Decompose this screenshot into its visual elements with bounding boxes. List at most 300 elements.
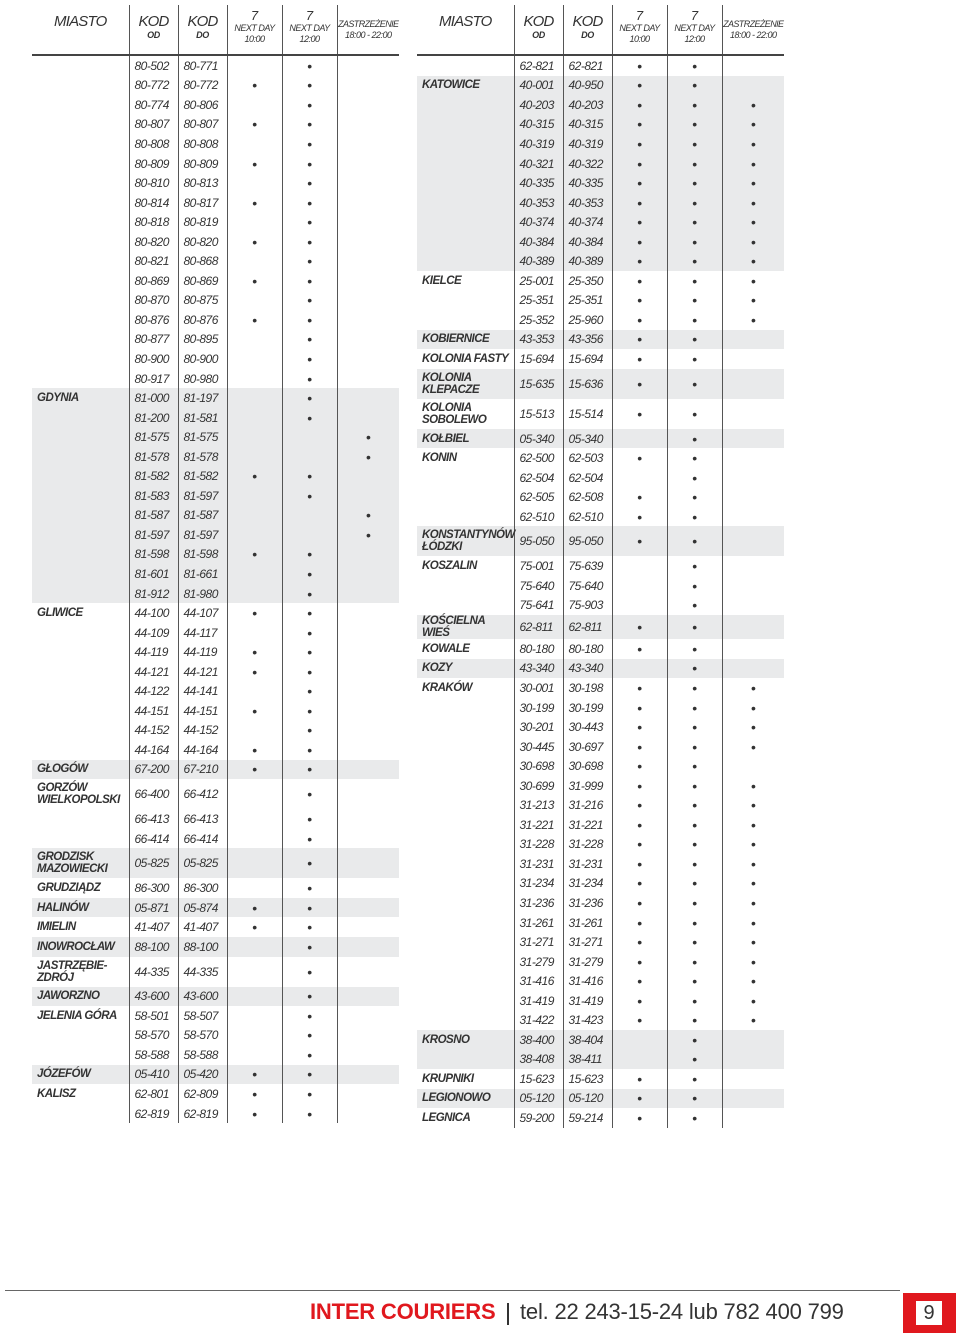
- city-cell: KATOWICE: [417, 76, 514, 96]
- next-day-12-cell: •: [667, 1011, 722, 1031]
- next-day-10-cell: •: [612, 134, 667, 154]
- table-row: [32, 701, 399, 721]
- reservation-cell: [337, 95, 399, 115]
- table-row: [32, 427, 399, 447]
- city-cell: KRUPNIKI: [422, 1072, 474, 1085]
- next-day-12-cell: •: [282, 310, 337, 330]
- table-row: [32, 486, 399, 506]
- code-to-cell: 44-141: [178, 682, 227, 702]
- reservation-cell: •: [722, 913, 784, 933]
- code-from-cell: 80-809: [129, 154, 178, 174]
- table-row: [32, 310, 399, 330]
- table-row: [417, 507, 784, 527]
- next-day-10-cell: [227, 682, 282, 702]
- reservation-cell: [337, 173, 399, 193]
- next-day-12-cell: •: [667, 913, 722, 933]
- code-from-cell: 44-152: [129, 721, 178, 741]
- next-day-12-cell: •: [282, 154, 337, 174]
- reservation-cell: •: [337, 525, 399, 545]
- reservation-cell: [337, 76, 399, 96]
- city-cell: [32, 271, 129, 291]
- code-to-cell: 81-598: [178, 545, 227, 565]
- code-to-cell: 30-443: [563, 717, 612, 737]
- code-to-cell: 75-640: [563, 576, 612, 596]
- code-to-cell: 44-335: [178, 957, 227, 987]
- table-row: [417, 193, 784, 213]
- header-next-day-12: 7 NEXT DAY 12:00: [667, 5, 722, 55]
- city-cell: KOSZALIN: [422, 560, 477, 573]
- code-from-cell: 62-801: [129, 1084, 178, 1104]
- next-day-10-cell: [227, 251, 282, 271]
- code-to-cell: 62-504: [563, 468, 612, 488]
- code-to-cell: 81-575: [178, 427, 227, 447]
- code-from-cell: 05-120: [514, 1089, 563, 1109]
- next-day-10-cell: [227, 878, 282, 898]
- next-day-12-cell: •: [282, 642, 337, 662]
- table-row: [417, 737, 784, 757]
- next-day-12-cell: •: [667, 615, 722, 639]
- code-to-cell: 62-821: [563, 55, 612, 76]
- next-day-12-cell: •: [667, 487, 722, 507]
- city-cell: [417, 893, 514, 913]
- city-cell: [32, 564, 129, 584]
- table-row: [417, 1108, 784, 1128]
- next-day-12-cell: •: [667, 678, 722, 698]
- code-from-cell: 80-877: [129, 330, 178, 350]
- table-row: [32, 76, 399, 96]
- code-from-cell: 31-221: [514, 815, 563, 835]
- next-day-12-cell: •: [667, 526, 722, 556]
- next-day-12-cell: [282, 506, 337, 526]
- next-day-12-cell: •: [667, 173, 722, 193]
- code-from-cell: 66-413: [129, 809, 178, 829]
- reservation-cell: [722, 639, 784, 659]
- header-code-to: KOD DO: [178, 5, 227, 55]
- next-day-12-cell: •: [667, 556, 722, 576]
- next-day-10-cell: [612, 1050, 667, 1070]
- code-from-cell: 80-818: [129, 212, 178, 232]
- next-day-10-cell: [612, 1030, 667, 1050]
- next-day-10-cell: •: [612, 678, 667, 698]
- next-day-10-cell: •: [612, 893, 667, 913]
- city-cell: [32, 721, 129, 741]
- code-from-cell: 81-598: [129, 545, 178, 565]
- reservation-cell: [722, 556, 784, 576]
- reservation-cell: [722, 429, 784, 449]
- next-day-10-cell: •: [227, 310, 282, 330]
- city-cell: [32, 115, 129, 135]
- next-day-10-cell: •: [227, 740, 282, 760]
- header-reservation: ZASTRZEŻENIE 18:00 - 22:00: [722, 5, 784, 55]
- city-cell: LEGNICA: [422, 1112, 471, 1125]
- city-cell: [32, 349, 129, 369]
- reservation-cell: •: [722, 835, 784, 855]
- next-day-10-cell: •: [227, 1104, 282, 1124]
- next-day-10-cell: [227, 173, 282, 193]
- reservation-cell: [722, 55, 784, 76]
- code-to-cell: 81-578: [178, 447, 227, 467]
- code-from-cell: 44-100: [129, 603, 178, 623]
- code-to-cell: 66-413: [178, 809, 227, 829]
- code-to-cell: 31-416: [563, 971, 612, 991]
- code-from-cell: 62-500: [514, 448, 563, 468]
- city-cell: [417, 232, 514, 252]
- code-from-cell: 95-050: [514, 526, 563, 556]
- next-day-10-cell: •: [612, 507, 667, 527]
- table-row: [32, 330, 399, 350]
- code-to-cell: 30-198: [563, 678, 612, 698]
- next-day-10-cell: •: [612, 1011, 667, 1031]
- code-to-cell: 75-639: [563, 556, 612, 576]
- next-day-10-cell: •: [227, 76, 282, 96]
- code-to-cell: 80-817: [178, 193, 227, 213]
- reservation-cell: [337, 545, 399, 565]
- next-day-12-cell: •: [282, 388, 337, 408]
- code-from-cell: 43-353: [514, 330, 563, 350]
- city-cell: [417, 1050, 514, 1070]
- next-day-12-cell: •: [667, 717, 722, 737]
- code-to-cell: 81-582: [178, 466, 227, 486]
- code-from-cell: 44-109: [129, 623, 178, 643]
- code-to-cell: 81-597: [178, 525, 227, 545]
- next-day-10-cell: •: [612, 756, 667, 776]
- next-day-10-cell: •: [612, 737, 667, 757]
- next-day-10-cell: •: [612, 932, 667, 952]
- city-cell: JASTRZĘBIE-ZDRÓJ: [37, 959, 107, 984]
- city-cell: [417, 756, 514, 776]
- next-day-12-cell: •: [282, 740, 337, 760]
- city-cell: [32, 55, 129, 76]
- next-day-10-cell: [227, 408, 282, 428]
- table-row: [417, 526, 784, 556]
- next-day-12-cell: •: [667, 1069, 722, 1089]
- city-cell: [417, 932, 514, 952]
- reservation-cell: [337, 115, 399, 135]
- header-next-day-12: 7 NEXT DAY 12:00: [282, 5, 337, 55]
- reservation-cell: •: [722, 678, 784, 698]
- reservation-cell: •: [722, 717, 784, 737]
- postal-code-table: [417, 5, 784, 1128]
- next-day-10-cell: [227, 212, 282, 232]
- reservation-cell: [722, 349, 784, 369]
- next-day-12-cell: •: [282, 466, 337, 486]
- reservation-cell: [337, 898, 399, 918]
- next-day-10-cell: [612, 659, 667, 679]
- reservation-cell: [722, 1030, 784, 1050]
- reservation-cell: •: [722, 232, 784, 252]
- next-day-12-cell: •: [282, 721, 337, 741]
- next-day-10-cell: [227, 848, 282, 878]
- reservation-cell: [337, 721, 399, 741]
- code-from-cell: 62-504: [514, 468, 563, 488]
- next-day-12-cell: •: [667, 854, 722, 874]
- city-cell: GRODZISK MAZOWIECKI: [32, 848, 129, 878]
- next-day-12-cell: •: [282, 173, 337, 193]
- city-cell: [417, 952, 514, 972]
- city-cell: [417, 854, 514, 874]
- next-day-10-cell: •: [612, 835, 667, 855]
- next-day-12-cell: •: [667, 893, 722, 913]
- code-from-cell: 58-570: [129, 1026, 178, 1046]
- table-row: [417, 576, 784, 596]
- table-row: [32, 251, 399, 271]
- next-day-10-cell: •: [227, 271, 282, 291]
- code-to-cell: 31-228: [563, 835, 612, 855]
- table-row: [417, 429, 784, 449]
- city-cell: [417, 874, 514, 894]
- reservation-cell: •: [722, 991, 784, 1011]
- reservation-cell: [722, 1089, 784, 1109]
- code-from-cell: 40-203: [514, 95, 563, 115]
- next-day-10-cell: •: [227, 642, 282, 662]
- code-to-cell: 05-874: [178, 898, 227, 918]
- reservation-cell: [337, 809, 399, 829]
- city-cell: JÓZEFÓW: [32, 1065, 129, 1085]
- next-day-12-cell: •: [667, 796, 722, 816]
- next-day-12-cell: •: [282, 486, 337, 506]
- code-from-cell: 44-151: [129, 701, 178, 721]
- code-to-cell: 15-694: [563, 349, 612, 369]
- city-cell: KOLONIA SOBOLEWO: [422, 401, 487, 426]
- reservation-cell: [337, 388, 399, 408]
- code-to-cell: 44-119: [178, 642, 227, 662]
- reservation-cell: [337, 917, 399, 937]
- city-cell: [32, 1045, 129, 1065]
- table-row: [32, 987, 399, 1007]
- table-row: [32, 584, 399, 604]
- next-day-10-cell: •: [612, 615, 667, 639]
- next-day-12-cell: •: [667, 1050, 722, 1070]
- code-to-cell: 40-203: [563, 95, 612, 115]
- next-day-10-cell: [612, 596, 667, 616]
- next-day-10-cell: •: [612, 526, 667, 556]
- next-day-12-cell: •: [667, 212, 722, 232]
- code-to-cell: 80-807: [178, 115, 227, 135]
- table-row: [417, 330, 784, 350]
- table-row: [417, 115, 784, 135]
- table-row: [417, 659, 784, 679]
- table-row: [417, 639, 784, 659]
- code-to-cell: 59-214: [563, 1108, 612, 1128]
- table-row: [32, 878, 399, 898]
- next-day-10-cell: [227, 829, 282, 849]
- next-day-10-cell: •: [612, 291, 667, 311]
- reservation-cell: [722, 369, 784, 399]
- city-cell: [417, 251, 514, 271]
- code-from-cell: 30-201: [514, 717, 563, 737]
- next-day-10-cell: [227, 987, 282, 1007]
- next-day-10-cell: •: [612, 815, 667, 835]
- next-day-12-cell: •: [667, 698, 722, 718]
- reservation-cell: •: [722, 776, 784, 796]
- city-cell: [417, 971, 514, 991]
- table-row: [32, 134, 399, 154]
- reservation-cell: [337, 937, 399, 957]
- reservation-cell: •: [722, 874, 784, 894]
- table-row: [417, 76, 784, 96]
- code-to-cell: 80-980: [178, 369, 227, 389]
- next-day-10-cell: [227, 330, 282, 350]
- header-city: MIASTO: [417, 5, 514, 55]
- city-cell: [417, 796, 514, 816]
- table-row: [417, 615, 784, 639]
- code-from-cell: 44-335: [129, 957, 178, 987]
- code-to-cell: 40-353: [563, 193, 612, 213]
- city-cell: [32, 291, 129, 311]
- reservation-cell: [337, 251, 399, 271]
- next-day-10-cell: •: [612, 212, 667, 232]
- next-day-10-cell: •: [612, 115, 667, 135]
- reservation-cell: •: [722, 310, 784, 330]
- header-code-to: KOD DO: [563, 5, 612, 55]
- code-from-cell: 88-100: [129, 937, 178, 957]
- next-day-12-cell: •: [667, 932, 722, 952]
- table-row: [417, 232, 784, 252]
- next-day-10-cell: •: [227, 154, 282, 174]
- code-to-cell: 81-581: [178, 408, 227, 428]
- code-to-cell: 31-221: [563, 815, 612, 835]
- next-day-10-cell: [227, 623, 282, 643]
- reservation-cell: [337, 740, 399, 760]
- table-row: [32, 937, 399, 957]
- table-row: [32, 809, 399, 829]
- city-cell: [32, 232, 129, 252]
- code-to-cell: 58-507: [178, 1006, 227, 1026]
- code-from-cell: 30-445: [514, 737, 563, 757]
- next-day-12-cell: •: [667, 115, 722, 135]
- code-from-cell: 44-121: [129, 662, 178, 682]
- next-day-10-cell: [227, 1045, 282, 1065]
- city-cell: [32, 212, 129, 232]
- footer-divider: [5, 1290, 900, 1291]
- next-day-12-cell: •: [282, 271, 337, 291]
- next-day-10-cell: •: [612, 952, 667, 972]
- code-from-cell: 80-821: [129, 251, 178, 271]
- next-day-12-cell: •: [282, 779, 337, 809]
- code-to-cell: 31-279: [563, 952, 612, 972]
- city-cell: [32, 682, 129, 702]
- next-day-10-cell: •: [227, 1084, 282, 1104]
- table-header: [417, 5, 784, 55]
- table-row: [417, 835, 784, 855]
- code-to-cell: 44-107: [178, 603, 227, 623]
- reservation-cell: [337, 848, 399, 878]
- city-cell: [32, 740, 129, 760]
- code-from-cell: 80-900: [129, 349, 178, 369]
- reservation-cell: •: [722, 854, 784, 874]
- next-day-10-cell: •: [227, 898, 282, 918]
- next-day-10-cell: •: [612, 1089, 667, 1109]
- reservation-cell: [337, 134, 399, 154]
- reservation-cell: [337, 760, 399, 780]
- city-cell: [417, 291, 514, 311]
- table-row: [417, 154, 784, 174]
- next-day-12-cell: •: [282, 1104, 337, 1124]
- next-day-12-cell: •: [282, 760, 337, 780]
- table-row: [32, 603, 399, 623]
- code-from-cell: 86-300: [129, 878, 178, 898]
- code-from-cell: 30-001: [514, 678, 563, 698]
- city-cell: LEGIONOWO: [417, 1089, 514, 1109]
- code-from-cell: 81-000: [129, 388, 178, 408]
- next-day-12-cell: •: [282, 937, 337, 957]
- code-to-cell: 58-588: [178, 1045, 227, 1065]
- next-day-12-cell: •: [667, 815, 722, 835]
- city-cell: [417, 815, 514, 835]
- code-from-cell: 31-279: [514, 952, 563, 972]
- code-from-cell: 31-231: [514, 854, 563, 874]
- code-to-cell: 80-869: [178, 271, 227, 291]
- code-to-cell: 81-587: [178, 506, 227, 526]
- table-row: [417, 1069, 784, 1089]
- reservation-cell: [337, 642, 399, 662]
- reservation-cell: [337, 212, 399, 232]
- table-row: [417, 815, 784, 835]
- code-from-cell: 44-122: [129, 682, 178, 702]
- code-to-cell: 80-771: [178, 55, 227, 76]
- city-cell: [32, 76, 129, 96]
- reservation-cell: [337, 662, 399, 682]
- city-cell: KROSNO: [417, 1030, 514, 1050]
- next-day-12-cell: •: [667, 134, 722, 154]
- table-row: [32, 291, 399, 311]
- code-from-cell: 81-575: [129, 427, 178, 447]
- code-to-cell: 25-350: [563, 271, 612, 291]
- next-day-10-cell: •: [227, 662, 282, 682]
- next-day-12-cell: [282, 427, 337, 447]
- table-row: [417, 487, 784, 507]
- next-day-10-cell: •: [227, 115, 282, 135]
- city-cell: [417, 596, 514, 616]
- code-to-cell: 05-120: [563, 1089, 612, 1109]
- city-cell: [32, 193, 129, 213]
- reservation-cell: •: [722, 291, 784, 311]
- reservation-cell: [337, 1006, 399, 1026]
- next-day-10-cell: •: [612, 232, 667, 252]
- reservation-cell: [337, 310, 399, 330]
- code-from-cell: 15-635: [514, 369, 563, 399]
- code-to-cell: 80-820: [178, 232, 227, 252]
- next-day-10-cell: •: [612, 349, 667, 369]
- code-from-cell: 31-234: [514, 874, 563, 894]
- code-to-cell: 58-570: [178, 1026, 227, 1046]
- code-from-cell: 40-374: [514, 212, 563, 232]
- code-to-cell: 05-825: [178, 848, 227, 878]
- code-from-cell: 31-271: [514, 932, 563, 952]
- city-cell: [417, 310, 514, 330]
- next-day-12-cell: [282, 447, 337, 467]
- city-cell: KRAKÓW: [422, 681, 473, 694]
- contact-phone: tel. 22 243-15-24 lub 782 400 799: [520, 1299, 844, 1324]
- city-cell: KOLONIA KLEPACZE: [417, 369, 514, 399]
- table-row: [417, 1089, 784, 1109]
- code-to-cell: 40-389: [563, 251, 612, 271]
- code-to-cell: 30-199: [563, 698, 612, 718]
- code-to-cell: 40-374: [563, 212, 612, 232]
- code-from-cell: 81-578: [129, 447, 178, 467]
- table-row: [32, 55, 399, 76]
- footer-separator: [507, 1303, 509, 1325]
- next-day-12-cell: •: [282, 115, 337, 135]
- reservation-cell: [337, 878, 399, 898]
- reservation-cell: [337, 1104, 399, 1124]
- city-cell: GLIWICE: [37, 607, 83, 620]
- code-to-cell: 62-508: [563, 487, 612, 507]
- next-day-10-cell: •: [612, 251, 667, 271]
- next-day-12-cell: •: [282, 95, 337, 115]
- reservation-cell: •: [722, 193, 784, 213]
- reservation-cell: [337, 584, 399, 604]
